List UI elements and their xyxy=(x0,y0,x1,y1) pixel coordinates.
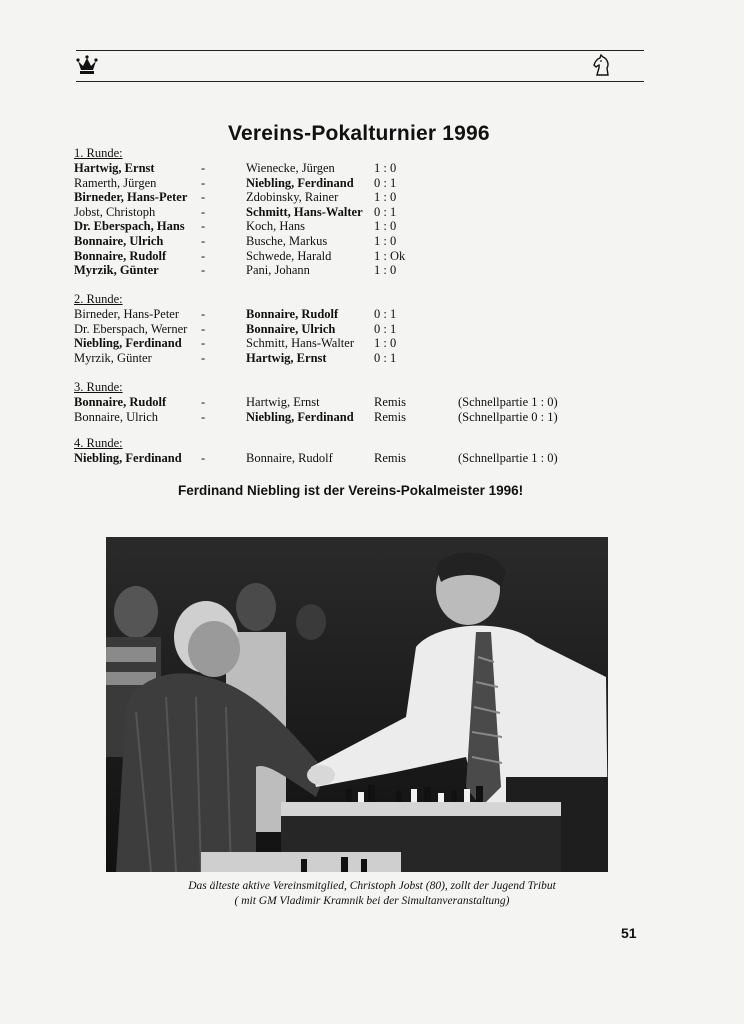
player-white: Myrzik, Günter xyxy=(74,263,159,278)
player-white: Ramerth, Jürgen xyxy=(74,175,157,190)
player-white: Jobst, Christoph xyxy=(74,204,156,219)
photo-caption-line2: ( mit GM Vladimir Kramnik bei der Simultanveranstaltung) xyxy=(234,895,510,907)
game-row xyxy=(0,176,744,190)
game-row xyxy=(0,451,744,465)
player-black: Zdobinsky, Rainer xyxy=(246,190,339,205)
game-row xyxy=(0,336,744,350)
separator-dash: - xyxy=(201,219,206,234)
separator-dash: - xyxy=(201,161,206,175)
player-black: Schmitt, Hans-Walter xyxy=(246,204,363,219)
round-label: 3. Runde: xyxy=(74,380,123,394)
game-result: 1 : 0 xyxy=(374,263,397,278)
game-result: Remis xyxy=(374,451,406,465)
game-result: 0 : 1 xyxy=(374,307,397,321)
game-result: 1 : 0 xyxy=(374,190,397,205)
game-result: Remis xyxy=(374,395,406,409)
game-row xyxy=(0,410,744,424)
round-label: 1. Runde: xyxy=(74,146,123,160)
separator-dash: - xyxy=(201,190,206,205)
player-black: Bonnaire, Rudolf xyxy=(246,451,333,465)
game-result: 1 : Ok xyxy=(374,248,406,263)
player-white: Birneder, Hans-Peter xyxy=(74,307,180,321)
player-black: Wienecke, Jürgen xyxy=(246,161,335,175)
game-row xyxy=(0,190,744,204)
player-white: Dr. Eberspach, Hans xyxy=(74,219,185,234)
separator-dash: - xyxy=(201,409,206,424)
player-black: Niebling, Ferdinand xyxy=(246,175,354,190)
game-row xyxy=(0,205,744,219)
player-black: Busche, Markus xyxy=(246,234,328,248)
page-number: 51 xyxy=(621,925,637,941)
player-black: Bonnaire, Rudolf xyxy=(246,307,339,321)
game-result: 0 : 1 xyxy=(374,204,397,219)
game-result: 1 : 0 xyxy=(374,161,397,175)
game-result: 1 : 0 xyxy=(374,234,397,248)
photo-caption-line1: Das älteste aktive Vereinsmitglied, Christoph Jobst (80), zollt der Jugend Tribut xyxy=(188,880,556,892)
player-white: Bonnaire, Ulrich xyxy=(74,409,159,424)
player-white: Birneder, Hans-Peter xyxy=(74,190,188,205)
game-row xyxy=(0,351,744,365)
player-white: Bonnaire, Rudolf xyxy=(74,395,167,409)
game-result: 0 : 1 xyxy=(374,350,397,365)
header-rule-bottom xyxy=(76,81,644,82)
player-white: Myrzik, Günter xyxy=(74,350,152,365)
separator-dash: - xyxy=(201,175,206,190)
game-result: Remis xyxy=(374,409,406,424)
player-black: Hartwig, Ernst xyxy=(246,395,320,409)
chess-knight-icon xyxy=(590,54,614,78)
chess-queen-icon xyxy=(76,54,98,76)
game-row xyxy=(0,161,744,175)
player-black: Pani, Johann xyxy=(246,263,310,278)
round-label: 2. Runde: xyxy=(74,292,123,306)
game-row xyxy=(0,263,744,277)
rapid-playoff-note: (Schnellpartie 0 : 1) xyxy=(458,409,558,424)
player-black: Koch, Hans xyxy=(246,219,306,234)
player-white: Dr. Eberspach, Werner xyxy=(74,321,188,336)
header-rule-top xyxy=(76,50,644,51)
player-black: Bonnaire, Ulrich xyxy=(246,321,336,336)
game-row xyxy=(0,307,744,321)
player-black: Niebling, Ferdinand xyxy=(246,409,354,424)
game-result: 1 : 0 xyxy=(374,336,397,351)
game-row xyxy=(0,395,744,409)
simultaneous-photo xyxy=(106,537,608,872)
rapid-playoff-note: (Schnellpartie 1 : 0) xyxy=(458,395,558,409)
separator-dash: - xyxy=(201,307,206,321)
separator-dash: - xyxy=(201,350,206,365)
winner-announcement: Ferdinand Niebling ist der Vereins-Pokalmeister 1996! xyxy=(178,483,524,498)
player-white: Bonnaire, Ulrich xyxy=(74,234,164,248)
game-result: 1 : 0 xyxy=(374,219,397,234)
separator-dash: - xyxy=(201,451,206,465)
game-result: 0 : 1 xyxy=(374,175,397,190)
game-result: 0 : 1 xyxy=(374,321,397,336)
player-white: Niebling, Ferdinand xyxy=(74,451,182,465)
player-white: Bonnaire, Rudolf xyxy=(74,248,167,263)
player-white: Niebling, Ferdinand xyxy=(74,336,182,351)
player-white: Hartwig, Ernst xyxy=(74,161,155,175)
game-row xyxy=(0,234,744,248)
player-black: Schmitt, Hans-Walter xyxy=(246,336,354,351)
separator-dash: - xyxy=(201,248,206,263)
game-row xyxy=(0,322,744,336)
separator-dash: - xyxy=(201,204,206,219)
page-title: Vereins-Pokalturnier 1996 xyxy=(228,122,490,145)
photo-illustration xyxy=(106,537,608,872)
round-label: 4. Runde: xyxy=(74,436,123,450)
separator-dash: - xyxy=(201,336,206,351)
game-row xyxy=(0,249,744,263)
separator-dash: - xyxy=(201,395,206,409)
separator-dash: - xyxy=(201,234,206,248)
rapid-playoff-note: (Schnellpartie 1 : 0) xyxy=(458,451,558,465)
player-black: Hartwig, Ernst xyxy=(246,350,327,365)
separator-dash: - xyxy=(201,263,206,278)
separator-dash: - xyxy=(201,321,206,336)
game-row xyxy=(0,219,744,233)
player-black: Schwede, Harald xyxy=(246,248,332,263)
